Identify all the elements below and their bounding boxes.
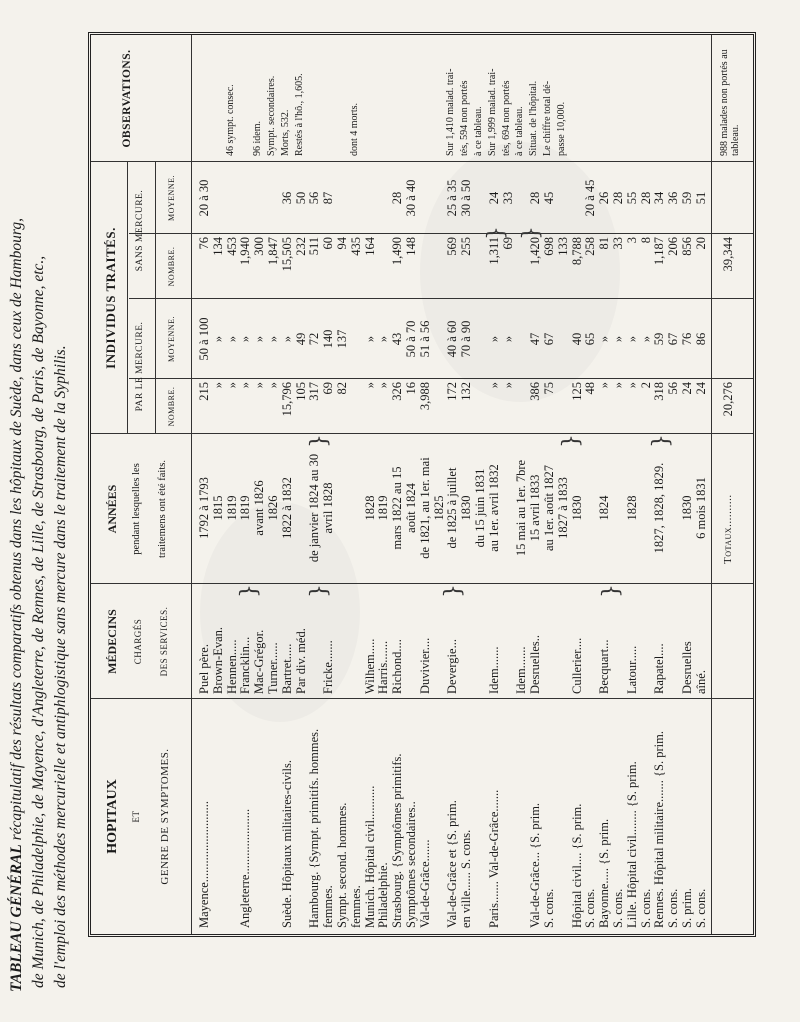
cell-pm-n: » — [611, 382, 625, 389]
cell-annee: 1830 — [680, 495, 694, 521]
cell-pm-m: 86 — [693, 332, 708, 346]
header-et: ET — [131, 810, 141, 823]
cell-annee: 1825 — [431, 495, 446, 521]
cell-pm-m: 40 à 60 — [445, 320, 460, 358]
cell-hopital: Sympt. second. hommes. — [335, 802, 349, 928]
cell-sm-m: 26 — [597, 191, 612, 205]
cell-annee: 1792 à 1793 — [197, 477, 211, 539]
brace: } — [484, 226, 509, 240]
cell-medecin: Bartret..... — [279, 643, 294, 694]
caption-line-2: de Munich, de Philadelphie, de Mayence, d'Angleterre, de Rennes, de Lille, de Strasbourg, de Paris, de Bayonne, etc., — [30, 255, 47, 988]
cell-hopital: Suède. Hôpitaux militaires-civils. — [279, 759, 294, 928]
cell-pm-m: » — [611, 335, 625, 343]
cell-pm-n: » — [624, 382, 639, 389]
cell-pm-n: 82 — [335, 382, 349, 395]
cell-sm-n: 134 — [210, 237, 225, 256]
cell-sm-m: 55 — [624, 191, 639, 205]
cell-sm-m: 36 — [279, 191, 294, 205]
cell-sm-m: 36 — [666, 191, 681, 205]
cell-sm-m: 20 à 30 — [197, 179, 211, 217]
cell-annee: 1830 — [459, 495, 474, 521]
cell-pm-m: 50 à 100 — [197, 317, 211, 361]
cell-annee: au 1er. avril 1832 — [486, 464, 501, 552]
cell-sm-m: 33 — [500, 191, 515, 205]
cell-pm-n: » — [500, 382, 515, 389]
cell-medecin: Idem....... — [486, 646, 501, 694]
cell-hopital: Philadelphie. — [376, 862, 391, 928]
cell-sm-n: 856 — [680, 237, 694, 256]
cell-pm-m: » — [624, 335, 639, 343]
cell-sm-n: 15,505 — [279, 237, 294, 272]
totals-label: Totaux.......... — [722, 494, 734, 564]
header-observations: OBSERVATIONS. — [121, 49, 133, 148]
cell-hopital: S. cons. — [583, 888, 598, 928]
cell-sm-n: 3 — [624, 237, 639, 244]
cell-hopital: S. cons. — [638, 888, 653, 928]
cell-sm-m: 20 à 45 — [583, 179, 598, 217]
header-pm-moyenne: MOYENNE. — [167, 316, 176, 362]
cell-sm-n: 60 — [321, 237, 336, 250]
cell-pm-m: » — [638, 335, 653, 343]
cell-obs: tés, 694 non portés — [500, 80, 512, 156]
caption-line-1: TABLEAU GÉNÉRAL récapitulatif des résultats comparatifs obtenus dans les hôpitaux de Suède, dans ceux de Hambourg, — [8, 218, 25, 992]
cell-pm-m: » — [362, 335, 377, 343]
cell-sm-m: 28 — [611, 191, 625, 205]
cell-medecin: Harris....... — [376, 640, 391, 694]
table-frame — [88, 32, 756, 937]
individus-rule — [127, 162, 128, 434]
cell-hopital: femmes. — [348, 885, 363, 928]
cell-medecin: Desruelles.. — [528, 634, 543, 694]
cell-hopital: Strasbourg. {Symptômes primitifs. — [390, 753, 405, 928]
cell-pm-m: 43 — [390, 332, 405, 346]
cell-pm-m: » — [266, 335, 280, 343]
cell-hopital: Hambourg. {Sympt. primitifs. hommes. — [307, 728, 322, 928]
header-par-mercure: PAR LE MERCURE. — [135, 321, 145, 412]
cell-sm-m: 28 — [390, 191, 405, 205]
cell-sm-m: 87 — [321, 191, 336, 205]
cell-pm-n: 2 — [638, 382, 653, 389]
cell-hopital: en ville...... S. cons. — [459, 829, 474, 928]
cell-annee: de janvier 1824 au 30 — [307, 453, 322, 563]
cell-pm-m: 51 à 56 — [417, 320, 432, 358]
cell-annee: 15 avril 1833 — [528, 474, 543, 542]
cell-medecin: Idem....... — [514, 646, 529, 694]
header-sm-nombre: NOMBRE. — [167, 246, 176, 287]
cell-medecin: Duvivier.... — [417, 637, 432, 694]
cell-medecin: Par div. méd. — [293, 628, 308, 694]
cell-hopital: Paris....... Val-de-Grâce....... — [486, 789, 501, 928]
cell-hopital: S. cons. — [693, 888, 708, 928]
cell-annee: 1815 — [210, 495, 225, 521]
cell-obs: Sympt. secondaires. — [266, 75, 277, 156]
cell-hopital: Mayence.......................... — [197, 800, 211, 928]
cell-sm-n: 148 — [404, 237, 418, 256]
cell-sm-n: 300 — [252, 237, 267, 256]
header-sans-mercure: SANS MERCURE. — [135, 189, 145, 272]
cell-pm-m: 59 — [652, 332, 667, 346]
cell-sm-m: 50 — [293, 191, 308, 205]
cell-medecin: Becquart... — [597, 639, 612, 694]
cell-medecin: Turner...... — [266, 642, 280, 694]
cell-annee: 1828 — [624, 495, 639, 521]
cell-pm-n: 132 — [459, 382, 474, 401]
cell-pm-m: » — [279, 335, 294, 343]
cell-sm-n: 8 — [638, 237, 653, 244]
cell-annee: du 15 juin 1831 — [473, 468, 487, 548]
cell-pm-n: » — [597, 382, 612, 389]
header-annees-sub2: traitemens ont été faits. — [157, 460, 168, 558]
cell-annee: de 1821, au 1er. mai — [417, 457, 432, 559]
cell-pm-n: » — [238, 382, 253, 389]
cell-pm-n: 326 — [390, 382, 405, 401]
cell-hopital: Angleterre..................... — [238, 808, 253, 928]
cell-medecin: Mac-Grégor. — [252, 629, 267, 694]
cell-sm-n: 8,788 — [569, 237, 584, 266]
cell-hopital: S. cons. — [611, 888, 625, 928]
header-des-services: DES SERVICES. — [159, 606, 169, 677]
header-rule — [191, 35, 192, 934]
cell-sm-n: 453 — [224, 237, 239, 256]
cell-obs: Morts, 532. — [279, 109, 291, 156]
cell-obs: Sur 1,999 malad. trai- — [486, 68, 498, 156]
cell-annee: de 1825 à juillet — [445, 467, 460, 549]
cell-hopital: Val-de-Grâce....... — [417, 839, 432, 928]
cell-medecin: Puel père. — [197, 644, 211, 694]
cell-obs: 46 sympt. consec. — [224, 84, 236, 156]
cell-pm-m: » — [252, 335, 267, 343]
cell-pm-n: 75 — [542, 382, 556, 395]
cell-hopital: Symptômes secondaires.. — [404, 801, 418, 928]
cell-medecin: Hennen..... — [224, 639, 239, 694]
cell-annee: août 1824 — [404, 483, 418, 533]
brace: } — [519, 226, 544, 240]
cell-sm-n: 255 — [459, 237, 474, 256]
cell-medecin: Desruelles — [680, 641, 694, 694]
header-hopitaux: HOPITAUX — [105, 779, 120, 854]
cell-pm-n: 48 — [583, 382, 598, 395]
cell-pm-n: 24 — [693, 382, 708, 395]
cell-medecin: Francklin... — [238, 636, 253, 694]
cell-sm-n: 1,847 — [266, 237, 280, 266]
cell-pm-m: 76 — [680, 332, 694, 346]
totals-rule — [711, 35, 712, 934]
cell-pm-m: » — [224, 335, 239, 343]
cell-sm-n: 206 — [666, 237, 681, 256]
header-medecins: MÉDECINS — [105, 609, 119, 674]
cell-hopital: Val-de-Grâce et {S. prim. — [445, 800, 460, 928]
cell-pm-n: 16 — [404, 382, 418, 395]
cell-pm-n: 105 — [293, 382, 308, 401]
cell-sm-n: 69 — [500, 237, 515, 250]
caption-line-3: de l'emploi des méthodes mercurielle et antiphlogistique sans mercure dans le traitement de la Syphilis. — [52, 345, 69, 988]
brace: } — [237, 584, 262, 598]
totals-pm-n: 20,276 — [721, 382, 735, 417]
cell-pm-m: » — [597, 335, 612, 343]
cell-medecin: Wilhem..... — [362, 638, 377, 694]
cell-annee: 15 mai au 1er. 7bre — [514, 459, 529, 557]
cell-medecin: Devergie... — [445, 639, 460, 694]
cell-medecin: Brown-Evan. — [210, 627, 225, 694]
brace: } — [441, 584, 466, 598]
mercure-rule — [155, 162, 156, 434]
cell-sm-n: 164 — [362, 237, 377, 256]
cell-sm-m: 34 — [652, 191, 667, 205]
cell-sm-m: 24 — [486, 191, 501, 205]
cell-pm-m: » — [238, 335, 253, 343]
cell-annee: 1827 à 1833 — [555, 477, 570, 539]
cell-annee: au 1er. août 1827 — [542, 464, 556, 552]
header-annees-sub1: pendant lesquelles les — [131, 463, 142, 555]
cell-sm-n: 698 — [542, 237, 556, 256]
cell-sm-m: 30 à 40 — [404, 179, 418, 217]
cell-annee: 1830 — [569, 495, 584, 521]
cell-annee: mars 1822 au 15 — [390, 466, 405, 550]
cell-sm-m: 28 — [528, 191, 543, 205]
cell-pm-m: » — [500, 335, 515, 343]
cell-sm-n: 76 — [197, 237, 211, 250]
cell-hopital: Hôpital civil.... {S. prim. — [569, 803, 584, 928]
cell-pm-m: 67 — [542, 332, 556, 346]
cell-hopital: Val-de-Grâce... {S. prim. — [528, 802, 543, 928]
cell-sm-n: 94 — [335, 237, 349, 250]
header-annees: ANNÉES — [105, 484, 119, 534]
header-genre: GENRE DE SYMPTOMES. — [159, 748, 171, 885]
divider-pm-n — [129, 378, 753, 379]
cell-pm-n: » — [252, 382, 267, 389]
cell-annee: 1824 — [597, 495, 612, 521]
cell-pm-m: 40 — [569, 332, 584, 346]
cell-sm-m: 59 — [680, 191, 694, 205]
cell-pm-n: » — [362, 382, 377, 389]
cell-obs: tés, 594 non portés — [459, 80, 471, 156]
cell-annee: 1827, 1828, 1829. — [652, 462, 667, 554]
brace: } — [307, 584, 332, 598]
cell-pm-n: 172 — [445, 382, 460, 401]
cell-annee: 1819 — [238, 495, 253, 521]
cell-medecin: Latour..... — [624, 645, 639, 694]
cell-sm-n: 1,420 — [528, 237, 543, 266]
cell-pm-n: 56 — [666, 382, 681, 395]
cell-pm-n: 15,796 — [279, 382, 294, 417]
cell-obs: à ce tableau. — [514, 106, 526, 156]
cell-obs: Restés à l'hô., 1,605. — [293, 73, 305, 156]
cell-sm-m: 56 — [307, 191, 322, 205]
cell-pm-n: » — [376, 382, 391, 389]
cell-medecin: aîné. — [693, 670, 708, 694]
cell-pm-n: » — [210, 382, 225, 389]
cell-sm-n: 33 — [611, 237, 625, 250]
cell-sm-n: 1,187 — [652, 237, 667, 266]
cell-obs: passe 10,000. — [555, 101, 567, 156]
brace: } — [559, 434, 584, 448]
cell-obs: dont 4 morts. — [348, 102, 360, 156]
brace: } — [649, 434, 674, 448]
cell-annee: 1819 — [224, 495, 239, 521]
cell-sm-n: 1,311 — [486, 237, 501, 265]
cell-hopital: femmes. — [321, 885, 336, 928]
cell-sm-n: 511 — [307, 237, 322, 256]
cell-hopital: S. prim. — [680, 888, 694, 928]
cell-annee: avril 1828 — [321, 482, 336, 534]
cell-pm-m: » — [210, 335, 225, 343]
cell-annee: 1828 — [362, 495, 377, 521]
brace: } — [599, 584, 624, 598]
cell-hopital: Rennes. Hôpital militaire....... {S. prim. — [652, 731, 667, 928]
cell-hopital: Munich. Hôpital civil........... — [362, 785, 377, 928]
totals-sm-n: 39,344 — [721, 237, 735, 272]
cell-pm-n: 3,988 — [417, 382, 432, 411]
cell-pm-m: 67 — [666, 332, 681, 346]
cell-sm-n: 20 — [693, 237, 708, 250]
header-pm-nombre: NOMBRE. — [167, 386, 176, 427]
cell-obs: 96 idem. — [252, 121, 264, 156]
totals-obs: 988 malades non portés au tableau. — [719, 49, 741, 156]
cell-sm-m: 30 à 50 — [459, 179, 474, 217]
cell-sm-n: 1,490 — [390, 237, 405, 266]
cell-annee: avant 1826 — [252, 480, 267, 536]
cell-sm-n: 258 — [583, 237, 598, 256]
cell-annee: 1819 — [376, 495, 391, 521]
cell-obs: Sur 1,410 malad. trai- — [445, 68, 457, 156]
cell-sm-n: 1,940 — [238, 237, 253, 266]
cell-pm-m: » — [376, 335, 391, 343]
cell-hopital: S. cons. — [542, 888, 556, 928]
cell-sm-n: 232 — [293, 237, 308, 256]
cell-pm-n: » — [224, 382, 239, 389]
cell-hopital: Bayonne..... {S. prim. — [597, 818, 612, 928]
cell-pm-m: » — [486, 335, 501, 343]
cell-pm-n: 125 — [569, 382, 584, 401]
cell-annee: 1822 à 1832 — [279, 477, 294, 539]
cell-medecin: Cullerier.... — [569, 637, 584, 694]
header-charges: CHARGÉS — [133, 618, 143, 665]
cell-sm-n: 435 — [348, 237, 363, 256]
cell-obs: à ce tableau. — [473, 106, 484, 156]
cell-sm-n: 81 — [597, 237, 612, 250]
cell-annee: 1826 — [266, 495, 280, 521]
cell-pm-m: 72 — [307, 332, 322, 346]
cell-pm-m: 47 — [528, 332, 543, 346]
cell-medecin: Rapatel.... — [652, 643, 667, 694]
brace: } — [307, 434, 332, 448]
header-sm-moyenne: MOYENNE. — [167, 175, 176, 221]
cell-pm-n: 317 — [307, 382, 322, 401]
cell-pm-m: 140 — [321, 329, 336, 349]
header-individus: INDIVIDUS TRAITÉS. — [103, 227, 118, 369]
cell-pm-n: 386 — [528, 382, 543, 401]
cell-pm-m: 49 — [293, 332, 308, 346]
cell-medecin: Richond.... — [390, 639, 405, 694]
cell-sm-n: 569 — [445, 237, 460, 256]
cell-hopital: S. cons. — [666, 888, 681, 928]
cell-medecin: Fricke....... — [321, 640, 336, 694]
cell-sm-m: 25 à 35 — [445, 179, 460, 217]
cell-pm-m: 65 — [583, 332, 598, 346]
cell-pm-n: 69 — [321, 382, 336, 395]
cell-pm-n: » — [486, 382, 501, 389]
divider-sm-n — [129, 233, 753, 234]
cell-pm-m: 70 à 90 — [459, 320, 474, 358]
cell-pm-n: 318 — [652, 382, 667, 401]
cell-pm-n: » — [266, 382, 280, 389]
cell-pm-n: 24 — [680, 382, 694, 395]
cell-sm-m: 28 — [638, 191, 653, 205]
cell-sm-m: 45 — [542, 191, 556, 205]
cell-pm-m: 50 à 70 — [404, 320, 418, 358]
cell-sm-n: 133 — [555, 237, 570, 256]
cell-obs: Le chiffre total dé- — [542, 80, 553, 156]
cell-pm-m: 137 — [335, 329, 349, 349]
cell-hopital: Lille. Hôpital civil........ {S. prim. — [624, 761, 639, 928]
cell-pm-n: 215 — [197, 382, 211, 401]
cell-sm-m: 51 — [693, 191, 708, 205]
cell-obs: Situat. de l'hôpital. — [528, 80, 540, 156]
cell-annee: 6 mois 1831 — [693, 477, 708, 539]
